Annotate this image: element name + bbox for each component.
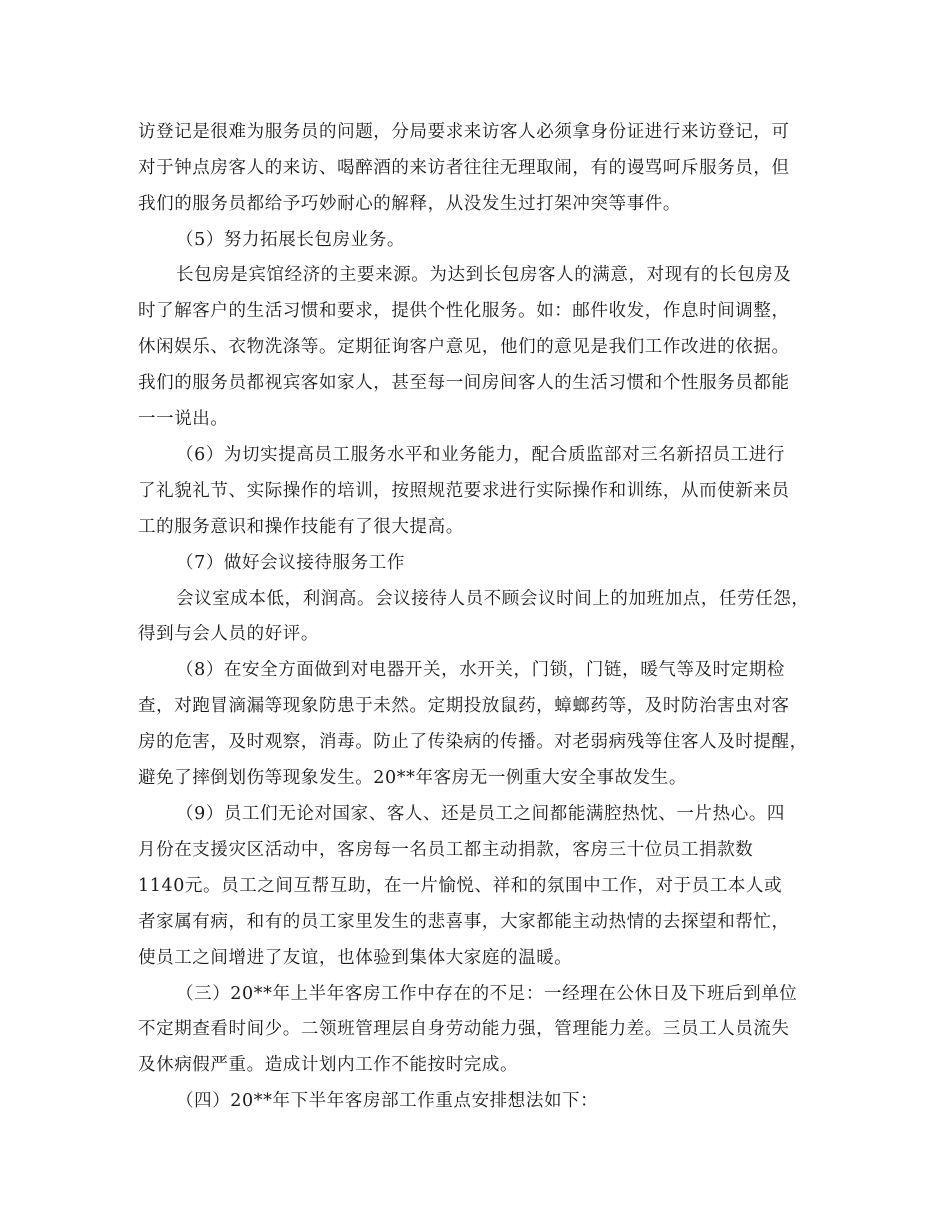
text-line-5: 长包房是宾馆经济的主要来源。为达到长包房客人的满意，对现有的长包房及 — [176, 265, 792, 285]
text-line-8: 我们的服务员都视宾客如家人，甚至每一间房间客人的生活习惯和个性服务员都能 — [138, 373, 790, 393]
text-line-22: 1140元。员工之间互帮互助，在一片愉悦、祥和的氛围中工作，对于员工本人或 — [138, 876, 783, 896]
text-line-15: 得到与会人员的好评。 — [138, 624, 319, 644]
text-line-25: （三）20**年上半年客房工作中存在的不足：一经理在公休日及下班后到单位 — [176, 984, 798, 1004]
text-line-17: 查，对跑冒滴漏等现象防患于未然。定期投放鼠药，蟑螂药等，及时防治害虫对客 — [138, 696, 790, 716]
text-line-2: 对于钟点房客人的来访、喝醉酒的来访者往往无理取闹，有的谩骂呵斥服务员，但 — [138, 158, 790, 178]
text-line-24: 使员工之间增进了友谊，也体验到集体大家庭的温暖。 — [138, 948, 573, 968]
text-line-18: 房的危害，及时观察，消毒。防止了传染病的传播。对老弱病残等住客人及时提醒， — [138, 732, 808, 752]
text-line-28: （四）20**年下半年客房部工作重点安排想法如下： — [176, 1091, 599, 1111]
text-line-10: （6）为切实提高员工服务水平和业务能力，配合质监部对三名新招员工进行 — [176, 445, 786, 465]
text-line-21: 月份在支援灾区活动中，客房每一名员工都主动捐款，客房三十位员工捐款数 — [138, 840, 754, 860]
text-line-1: 访登记是很难为服务员的问题，分局要求来访客人必须拿身份证进行来访登记，可 — [138, 122, 790, 142]
text-line-19: 避免了摔倒划伤等现象发生。20**年客房无一例重大安全事故发生。 — [138, 768, 687, 788]
text-line-23: 者家属有病，和有的员工家里发生的悲喜事，大家都能主动热情的去探望和帮忙， — [138, 912, 790, 932]
text-line-27: 及休病假严重。造成计划内工作不能按时完成。 — [138, 1055, 519, 1075]
text-line-9: 一一说出。 — [138, 409, 229, 429]
text-line-6: 时了解客户的生活习惯和要求，提供个性化服务。如：邮件收发，作息时间调整， — [138, 301, 790, 321]
text-line-26: 不定期查看时间少。二领班管理层自身劳动能力强，管理能力差。三员工人员流失 — [138, 1019, 790, 1039]
text-line-16: （8）在安全方面做到对电器开关，水开关，门锁，门链，暖气等及时定期检 — [176, 660, 786, 680]
text-line-20: （9）员工们无论对国家、客人、还是员工之间都能满腔热忱、一片热心。四 — [176, 804, 786, 824]
text-line-7: 休闲娱乐、衣物洗涤等。定期征询客户意见，他们的意见是我们工作改进的依据。 — [138, 337, 790, 357]
text-line-13: （7）做好会议接待服务工作 — [176, 553, 405, 573]
text-line-4: （5）努力拓展长包房业务。 — [176, 230, 405, 250]
text-line-12: 工的服务意识和操作技能有了很大提高。 — [138, 517, 464, 537]
text-line-11: 了礼貌礼节、实际操作的培训，按照规范要求进行实际操作和训练，从而使新来员 — [138, 481, 790, 501]
text-line-3: 我们的服务员都给予巧妙耐心的解释，从没发生过打架冲突等事件。 — [138, 194, 681, 214]
text-line-14: 会议室成本低，利润高。会议接待人员不顾会议时间上的加班加点，任劳任怨， — [176, 589, 810, 609]
